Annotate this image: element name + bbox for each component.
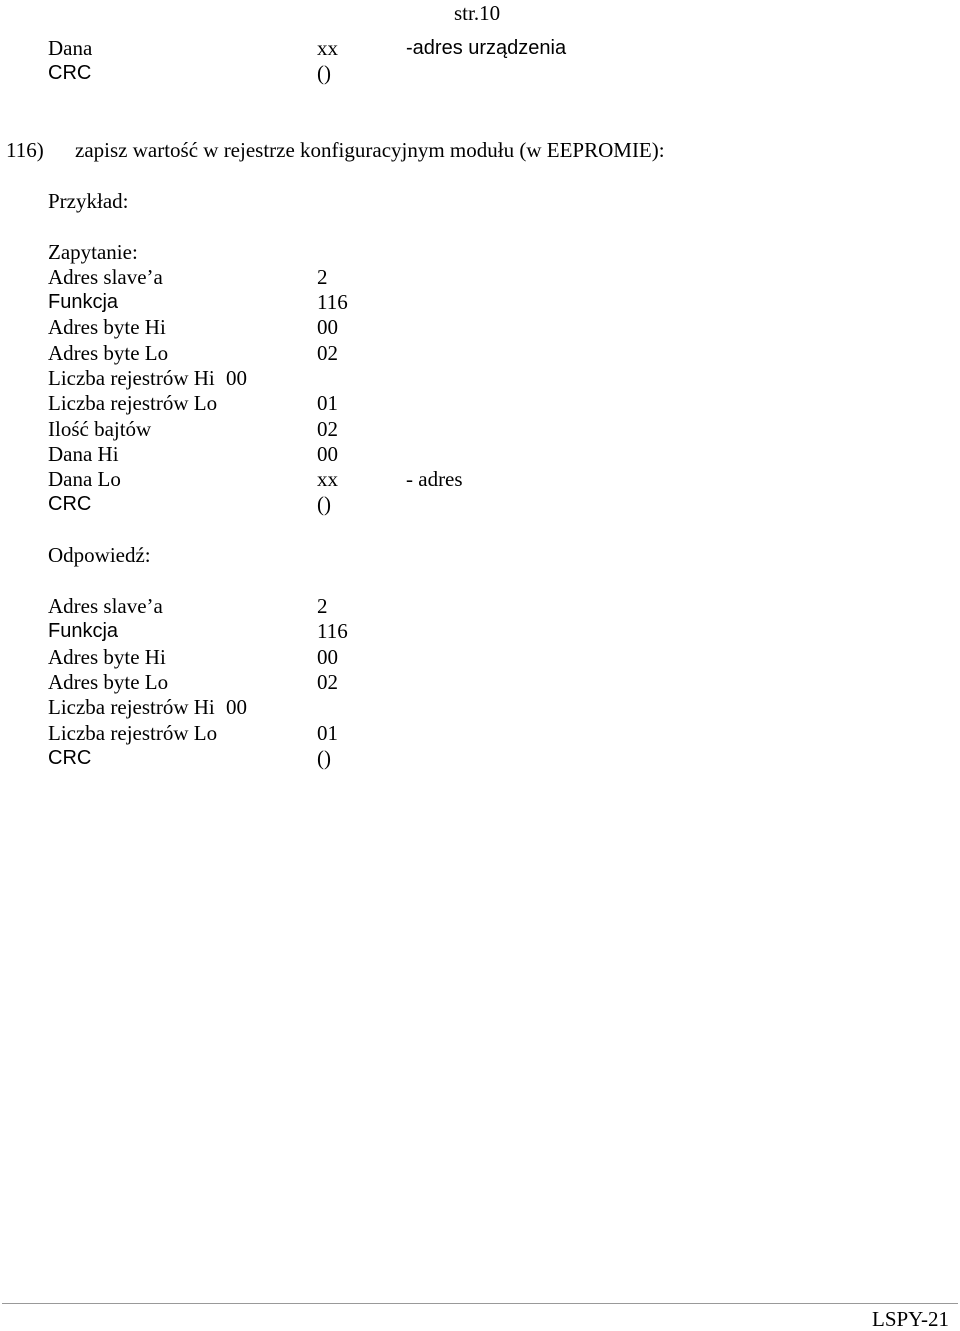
request-row-label: Ilość bajtów [48,417,152,441]
request-row-value: 00 [226,366,247,390]
response-row-label: Liczba rejestrów Lo [48,721,218,745]
request-row-value: 00 [317,442,338,466]
response-row-value: 00 [226,695,247,719]
request-heading: Zapytanie: [48,240,138,264]
row-label: Dana [48,36,93,60]
response-heading: Odpowiedź: [48,543,151,567]
request-row-label: Dana Lo [48,467,121,491]
request-row-value: 01 [317,391,338,415]
request-row-value: 00 [317,315,338,339]
response-row-label: Adres byte Hi [48,645,166,669]
request-row-value: 02 [317,341,338,365]
row-note: -adres urządzenia [406,37,567,59]
response-row-label: Liczba rejestrów Hi [48,695,215,719]
response-row-value: 01 [317,721,338,745]
request-row-label: Dana Hi [48,442,119,466]
section-title: zapisz wartość w rejestrze konfiguracyjnym modułu (w EEPROMIE): [75,138,665,162]
request-row-value: 116 [317,290,348,314]
footer-code: LSPY-21 [872,1307,950,1331]
example-label: Przykład: [48,189,129,213]
request-row-label: Liczba rejestrów Hi [48,366,215,390]
row-value: () [317,61,331,85]
request-row-value: () [317,492,331,516]
request-row-note: - adres [406,467,463,491]
response-row-value: 00 [317,645,338,669]
response-row-label: Adres slave’a [48,594,163,618]
page-number: str.10 [454,1,501,25]
request-row-label: CRC [48,493,92,515]
request-row-value: 2 [317,265,328,289]
row-label: CRC [48,62,92,84]
request-row-label: Adres byte Lo [48,341,169,365]
request-row-label: Liczba rejestrów Lo [48,391,218,415]
response-row-value: () [317,746,331,770]
request-row-value: xx [317,467,338,491]
row-value: xx [317,36,338,60]
section-number: 116) [6,138,44,162]
response-row-value: 2 [317,594,328,618]
response-row-label: Funkcja [48,620,119,642]
response-row-value: 116 [317,619,348,643]
response-row-label: Adres byte Lo [48,670,169,694]
response-row-value: 02 [317,670,338,694]
response-row-label: CRC [48,747,92,769]
request-row-label: Funkcja [48,291,119,313]
request-row-label: Adres slave’a [48,265,163,289]
footer-divider [2,1303,958,1304]
request-row-value: 02 [317,417,338,441]
request-row-label: Adres byte Hi [48,315,166,339]
